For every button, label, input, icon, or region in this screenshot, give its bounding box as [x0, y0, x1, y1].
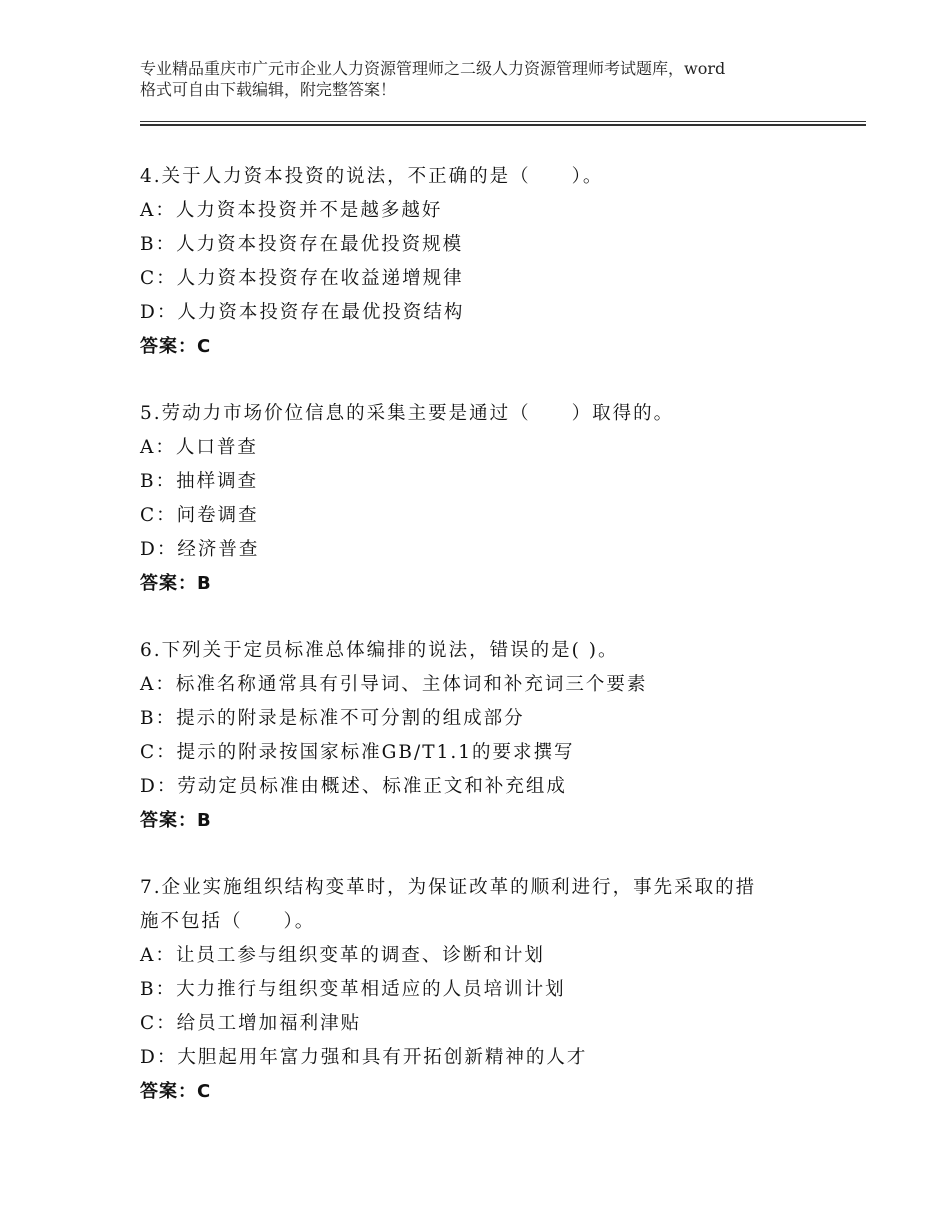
option-c: C：提示的附录按国家标准GB/T1.1的要求撰写: [140, 742, 575, 763]
option-d: D：人力资本投资存在最优投资结构: [140, 302, 465, 323]
answer-label: 答案：B: [140, 810, 212, 831]
option-b: B：大力推行与组织变革相适应的人员培训计划: [140, 979, 566, 1000]
header-divider-thick: [140, 124, 866, 126]
header-line-1: 专业精品重庆市广元市企业人力资源管理师之二级人力资源管理师考试题库，word: [140, 59, 726, 78]
header-divider-thin: [140, 121, 866, 122]
answer-label: 答案：C: [140, 336, 212, 357]
option-b: B：人力资本投资存在最优投资规模: [140, 234, 464, 255]
option-d: D：大胆起用年富力强和具有开拓创新精神的人才: [140, 1047, 588, 1068]
question-4: [140, 160, 866, 364]
option-d: D：经济普查: [140, 539, 260, 560]
option-c: C：问卷调查: [140, 505, 259, 526]
question-stem-line: 5.劳动力市场价位信息的采集主要是通过（ ）取得的。: [140, 403, 675, 424]
option-c: C：给员工增加福利津贴: [140, 1013, 362, 1034]
option-a: A：人力资本投资并不是越多越好: [140, 200, 443, 221]
question-7: [140, 871, 866, 1109]
question-stem: [140, 871, 866, 939]
document-header: [140, 58, 860, 100]
question-list: [140, 160, 866, 1142]
answer-label: 答案：B: [140, 573, 212, 594]
question-stem: [140, 160, 866, 194]
question-stem-line: 施不包括（ ）。: [140, 911, 316, 932]
question-6: [140, 634, 866, 838]
question-stem: [140, 634, 866, 668]
option-a: A：让员工参与组织变革的调查、诊断和计划: [140, 945, 545, 966]
answer-label: 答案：C: [140, 1081, 212, 1102]
question-stem: [140, 397, 866, 431]
option-d: D：劳动定员标准由概述、标准正文和补充组成: [140, 776, 567, 797]
option-c: C：人力资本投资存在收益递增规律: [140, 268, 464, 289]
question-stem-line: 7.企业实施组织结构变革时，为保证改革的顺利进行，事先采取的措: [140, 877, 757, 898]
question-stem-line: 6.下列关于定员标准总体编排的说法，错误的是( )。: [140, 640, 619, 661]
option-b: B：提示的附录是标准不可分割的组成部分: [140, 708, 525, 729]
option-a: A：人口普查: [140, 437, 258, 458]
option-b: B：抽样调查: [140, 471, 259, 492]
question-5: [140, 397, 866, 601]
question-stem-line: 4.关于人力资本投资的说法，不正确的是（ ）。: [140, 166, 604, 187]
header-line-2: 格式可自由下载编辑，附完整答案！: [140, 80, 397, 99]
option-a: A：标准名称通常具有引导词、主体词和补充词三个要素: [140, 674, 648, 695]
